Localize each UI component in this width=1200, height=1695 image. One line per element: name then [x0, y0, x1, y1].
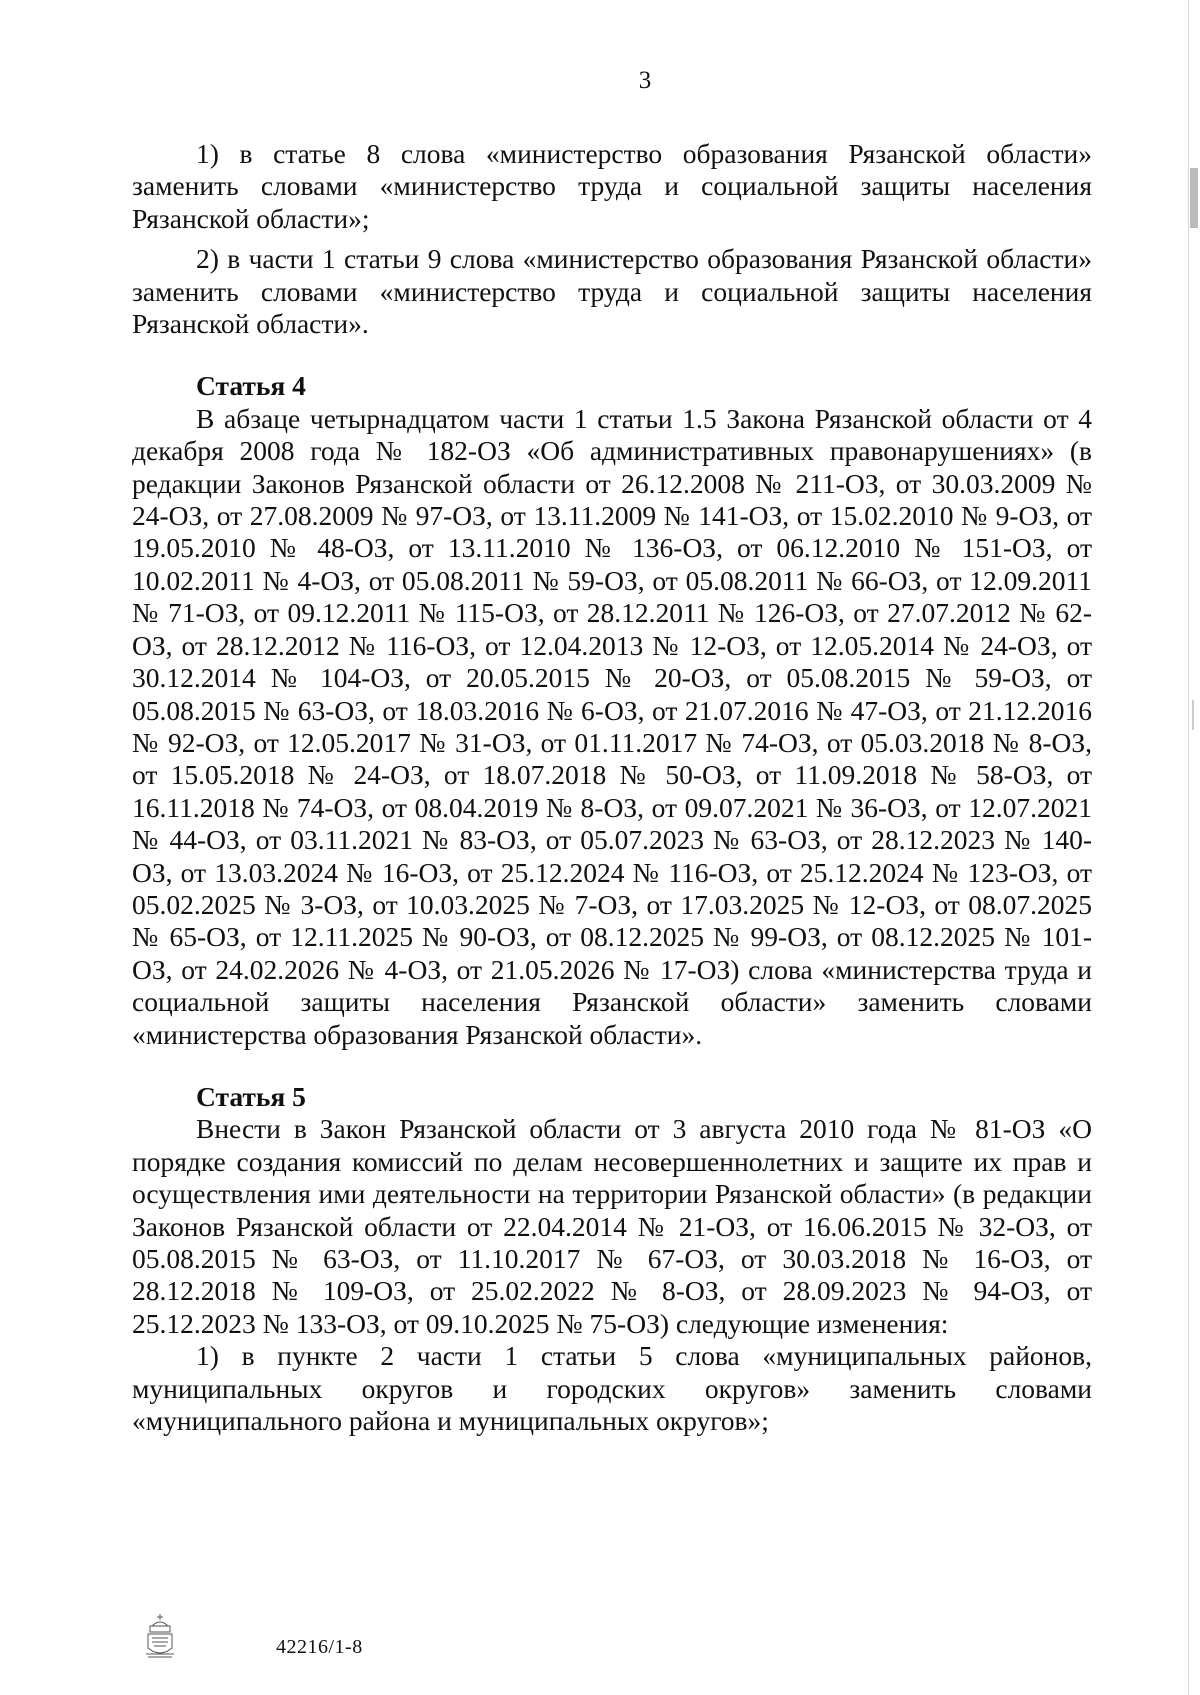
- coat-of-arms-icon: [140, 1612, 180, 1660]
- article5-item1: 1) в пункте 2 части 1 статьи 5 слова «муниципальных районов, муниципальных округов и городских округов» заменить словами «муниципального района и муниципальных округов»;: [132, 1340, 1092, 1437]
- page-number: 3: [638, 67, 652, 94]
- scan-edge-artifact: [1180, 0, 1200, 1695]
- article4-heading: Статья 4: [196, 370, 306, 402]
- paragraph-article3-item1: 1) в статье 8 слова «министерство образования Рязанской области» заменить словами «министерство труда и социальной защиты населения Рязанской области»;: [132, 138, 1092, 234]
- article4-text: В абзаце четырнадцатом части 1 статьи 1.5 Закона Рязанской области от 4 декабря 2008 года № 182-ОЗ «Об административных правонарушениях» (в редакции Законов Рязанской области от 26.12.2008 № 211-ОЗ, от 30.03.2009 № 24-ОЗ, от 27.08.2009 № 97-ОЗ, от 13.11.2009 № 141-ОЗ, от 15.02.2010 № 9-ОЗ, от 19.05.2010 № 48-ОЗ, от 13.11.2010 № 136-ОЗ, от 06.12.2010 № 151-ОЗ, от 10.02.2011 № 4-ОЗ, от 05.08.2011 № 59-ОЗ, от 05.08.2011 № 66-ОЗ, от 12.09.2011 № 71-ОЗ, от 09.12.2011 № 115-ОЗ, от 28.12.2011 № 126-ОЗ, от 27.07.2012 № 62-ОЗ, от 28.12.2012 № 116-ОЗ, от 12.04.2013 № 12-ОЗ, от 12.05.2014 № 24-ОЗ, от 30.12.2014 № 104-ОЗ, от 20.05.2015 № 20-ОЗ, от 05.08.2015 № 59-ОЗ, от 05.08.2015 № 63-ОЗ, от 18.03.2016 № 6-ОЗ, от 21.07.2016 № 47-ОЗ, от 21.12.2016 № 92-ОЗ, от 12.05.2017 № 31-ОЗ, от 01.11.2017 № 74-ОЗ, от 05.03.2018 № 8-ОЗ, от 15.05.2018 № 24-ОЗ, от 18.07.2018 № 50-ОЗ, от 11.09.2018 № 58-ОЗ, от 16.11.2018 № 74-ОЗ, от 08.04.2019 № 8-ОЗ, от 09.07.2021 № 36-ОЗ, от 12.07.2021 № 44-ОЗ, от 03.11.2021 № 83-ОЗ, от 05.07.2023 № 63-ОЗ, от 28.12.2023 № 140-ОЗ, от 13.03.2024 № 16-ОЗ, от 25.12.2024 № 116-ОЗ, от 25.12.2024 № 123-ОЗ, от 05.02.2025 № 3-ОЗ, от 10.03.2025 № 7-ОЗ, от 17.03.2025 № 12-ОЗ, от 08.07.2025 № 65-ОЗ, от 12.11.2025 № 90-ОЗ, от 08.12.2025 № 99-ОЗ, от 08.12.2025 № 101-ОЗ, от 24.02.2026 № 4-ОЗ, от 21.05.2026 № 17-ОЗ) слова «министерства труда и социальной защиты населения Рязанской области» заменить словами «министерства образования Рязанской области».: [132, 402, 1092, 1050]
- article5-intro: Внести в Закон Рязанской области от 3 августа 2010 года № 81-ОЗ «О порядке создания комиссий по делам несовершеннолетних и защите их прав и осуществления ими деятельности на территории Рязанской области» (в редакции Законов Рязанской области от 22.04.2014 № 21-ОЗ, от 16.06.2015 № 32-ОЗ, от 05.08.2015 № 63-ОЗ, от 11.10.2017 № 67-ОЗ, от 30.03.2018 № 16-ОЗ, от 28.12.2018 № 109-ОЗ, от 25.02.2022 № 8-ОЗ, от 28.09.2023 № 94-ОЗ, от 25.12.2023 № 133-ОЗ, от 09.10.2025 № 75-ОЗ) следующие изменения:: [132, 1113, 1092, 1339]
- document-body: [132, 138, 1092, 1437]
- document-code: 42216/1-8: [276, 1636, 363, 1658]
- paragraph-article3-item2: 2) в части 1 статьи 9 слова «министерство образования Рязанской области» заменить словами «министерство труда и социальной защиты населения Рязанской области».: [132, 243, 1092, 340]
- article5-heading: Статья 5: [196, 1080, 306, 1112]
